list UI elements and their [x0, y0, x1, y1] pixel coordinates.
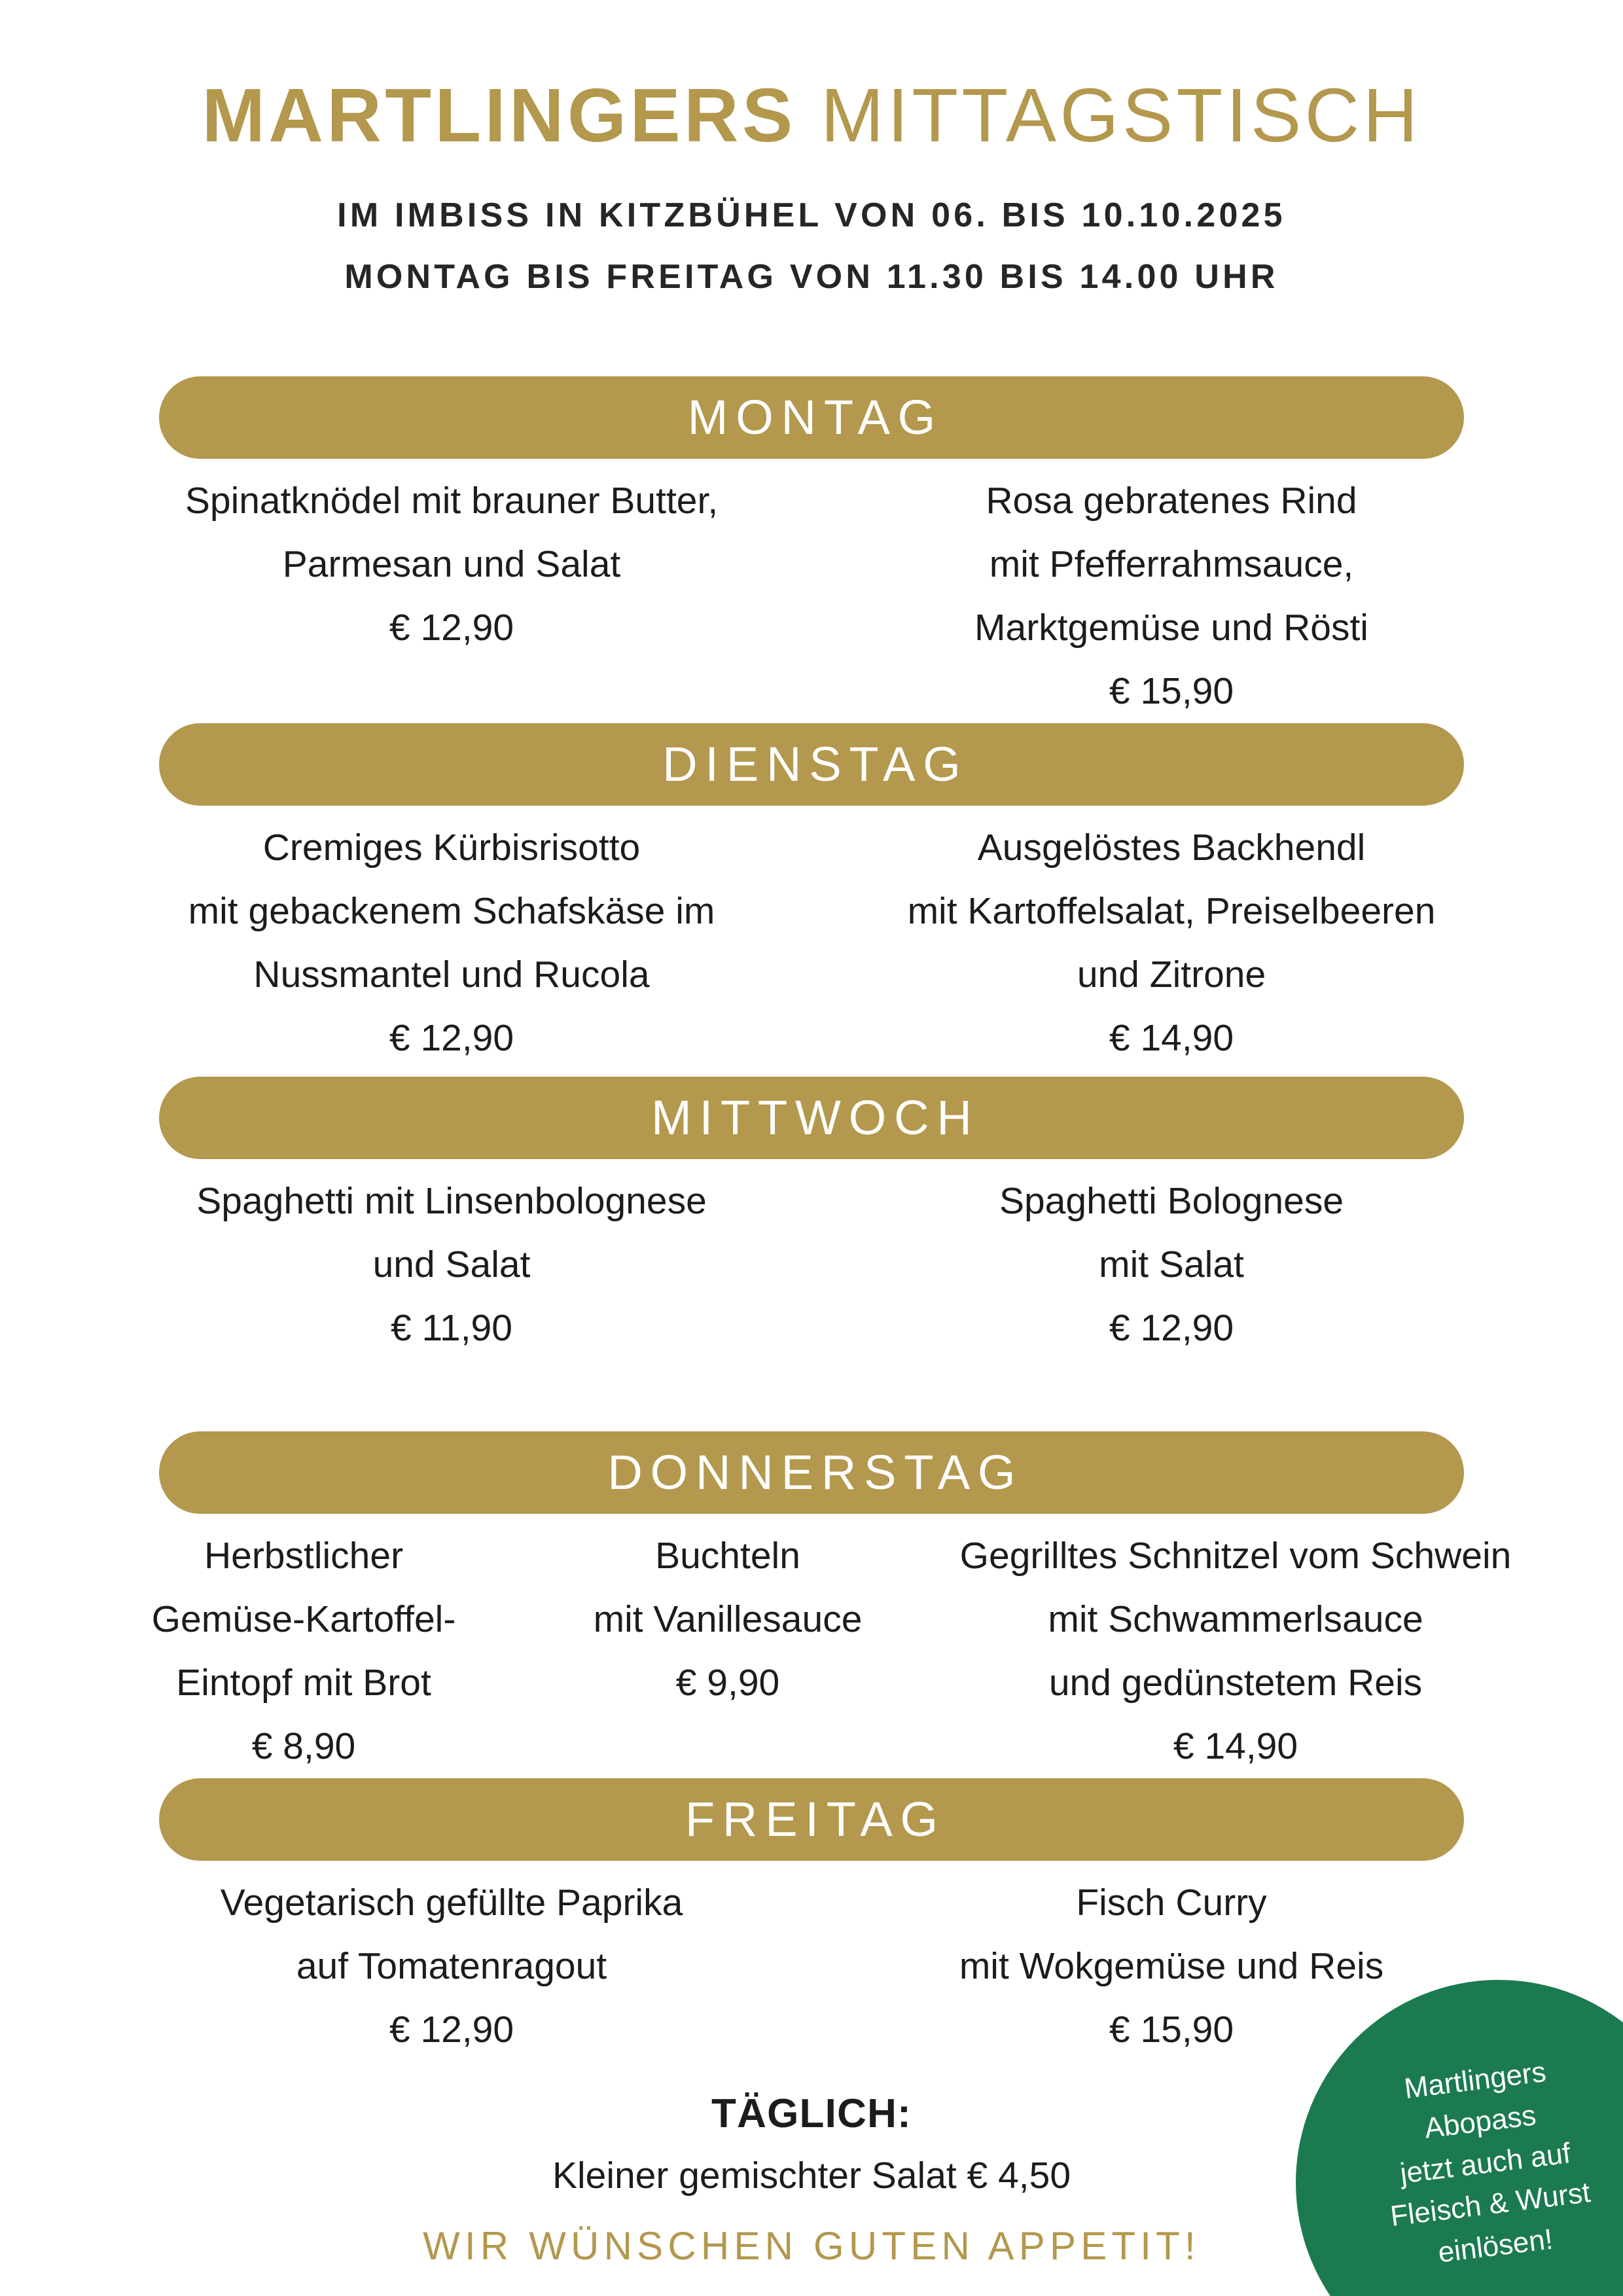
item-price: € 9,90: [675, 1662, 780, 1704]
day-banner-freitag: [159, 1778, 1464, 1861]
item-price: € 15,90: [1109, 670, 1234, 713]
item-line: Gegrilltes Schnitzel vom Schwein: [959, 1535, 1512, 1577]
item-line: Eintopf mit Brot: [176, 1662, 431, 1704]
item-line: mit Wokgemüse und Reis: [959, 1945, 1384, 1988]
day-banner-label: MONTAG: [687, 390, 944, 445]
item-line: mit Vanillesauce: [593, 1598, 863, 1641]
item-line: und gedünstetem Reis: [1048, 1662, 1423, 1704]
section-mittwoch: [92, 1077, 1531, 1360]
abopass-badge-text: [1373, 2047, 1598, 2279]
daily-heading: TÄGLICH:: [711, 2090, 912, 2136]
item-line: auf Tomatenragout: [296, 1945, 607, 1988]
item-line: Spinatknödel mit brauner Butter,: [185, 480, 719, 522]
footer-message: WIR WÜNSCHEN GUTEN APPETIT!: [423, 2223, 1200, 2268]
item-line: und Salat: [372, 1244, 531, 1286]
menu-row: [92, 816, 1531, 1070]
section-freitag: [92, 1778, 1531, 2062]
menu-item: [92, 1871, 812, 2062]
item-line: Ausgelöstes Backhendl: [977, 827, 1366, 869]
item-line: mit Pfefferrahmsauce,: [989, 543, 1354, 586]
day-banner-label: DONNERSTAG: [607, 1445, 1024, 1500]
item-line: Spaghetti mit Linsenbolognese: [196, 1180, 707, 1223]
menu-item: [812, 1170, 1531, 1360]
item-line: Spaghetti Bolognese: [999, 1180, 1344, 1223]
menu-item: [92, 1524, 516, 1778]
subtitle-line-2: MONTAG BIS FREITAG VON 11.30 BIS 14.00 UHR: [344, 258, 1279, 296]
menu-item: [812, 816, 1531, 1070]
menu-row: [92, 1170, 1531, 1360]
title-rest: MITTAGSTISCH: [820, 73, 1421, 158]
section-montag: [92, 376, 1531, 723]
item-price: € 14,90: [1109, 1017, 1234, 1060]
day-banner-label: DIENSTAG: [662, 737, 969, 792]
day-banner-montag: [159, 376, 1464, 459]
menu-item: [940, 1524, 1531, 1778]
menu-row: [92, 1524, 1531, 1778]
badge-line: Martlingers: [1402, 2055, 1548, 2105]
item-line: Cremiges Kürbisrisotto: [262, 827, 641, 869]
item-line: Gemüse-Kartoffel-: [151, 1598, 456, 1641]
section-dienstag: [92, 723, 1531, 1070]
item-price: € 12,90: [389, 1017, 514, 1060]
menu-item: [812, 469, 1531, 723]
day-banner-donnerstag: [159, 1431, 1464, 1514]
section-donnerstag: [92, 1431, 1531, 1778]
badge-line: Fleisch & Wurst: [1389, 2176, 1593, 2233]
menu-item: [92, 1170, 812, 1360]
item-line: Rosa gebratenes Rind: [986, 480, 1357, 522]
subtitle-line-1: IM IMBISS IN KITZBÜHEL VON 06. BIS 10.10.2025: [337, 196, 1286, 234]
item-price: € 12,90: [1109, 1307, 1234, 1350]
day-banner-mittwoch: [159, 1077, 1464, 1159]
item-line: mit Salat: [1099, 1244, 1244, 1286]
menu-item: [516, 1524, 940, 1715]
badge-line: einlösen!: [1436, 2223, 1555, 2269]
item-price: € 15,90: [1109, 2009, 1234, 2051]
daily-offer: Kleiner gemischter Salat € 4,50: [552, 2154, 1071, 2197]
day-banner-label: FREITAG: [685, 1792, 946, 1847]
item-line: mit Kartoffelsalat, Preiselbeeren: [907, 890, 1436, 933]
item-line: Nussmantel und Rucola: [253, 954, 650, 996]
menu-item: [92, 469, 812, 660]
menu-row: [92, 1871, 1531, 2062]
item-line: Marktgemüse und Rösti: [974, 607, 1368, 649]
item-line: Fisch Curry: [1076, 1882, 1267, 1924]
title-brand: MARTLINGERS: [202, 73, 796, 158]
item-line: Buchteln: [655, 1535, 800, 1577]
page-title: [0, 73, 1623, 158]
item-line: mit Schwammerlsauce: [1048, 1598, 1423, 1641]
item-price: € 12,90: [389, 2009, 514, 2051]
day-banner-label: MITTWOCH: [651, 1090, 980, 1145]
item-line: Herbstlicher: [204, 1535, 404, 1577]
badge-line: Abopass: [1423, 2098, 1539, 2145]
day-banner-dienstag: [159, 723, 1464, 806]
item-price: € 11,90: [391, 1307, 512, 1350]
item-line: Parmesan und Salat: [282, 543, 621, 586]
item-price: € 12,90: [389, 607, 514, 649]
badge-line: jetzt auch auf: [1399, 2136, 1573, 2189]
item-line: und Zitrone: [1077, 954, 1266, 996]
menu-body: [92, 376, 1531, 2062]
menu-row: [92, 469, 1531, 723]
item-line: Vegetarisch gefüllte Paprika: [220, 1882, 683, 1924]
item-price: € 8,90: [251, 1725, 356, 1768]
menu-item: [92, 816, 812, 1070]
item-price: € 14,90: [1173, 1725, 1298, 1768]
item-line: mit gebackenem Schafskäse im: [188, 890, 715, 933]
